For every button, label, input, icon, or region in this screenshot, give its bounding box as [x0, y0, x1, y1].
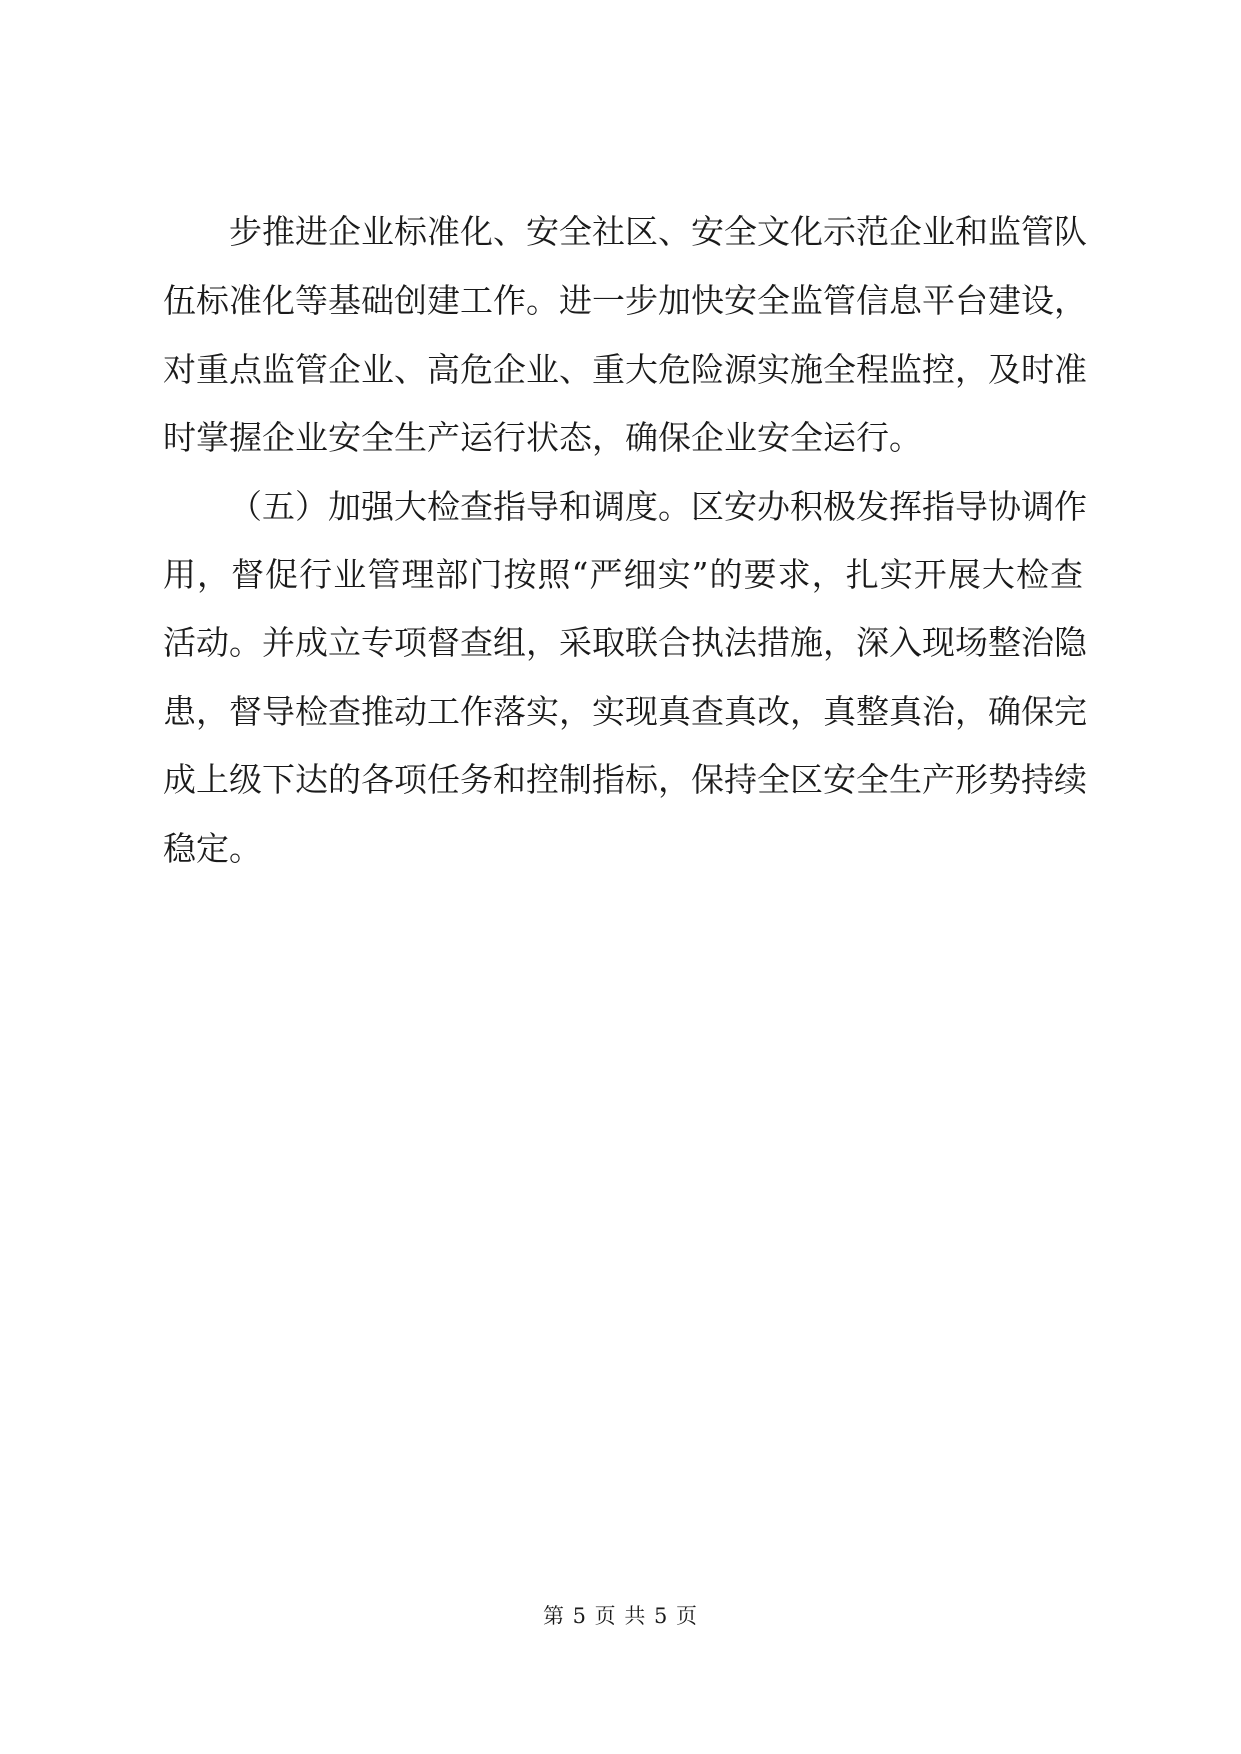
body-text-line: （五）加强大检查指导和调度。区安办积极发挥指导协调作	[229, 487, 1087, 526]
page-number-footer: 第 5 页 共 5 页	[542, 1604, 699, 1628]
body-text-line: 稳定。	[163, 829, 262, 868]
body-text-line: 时掌握企业安全生产运行状态，确保企业安全运行。	[163, 418, 922, 457]
body-text-line: 用，督促行业管理部门按照“严细实”的要求，扎实开展大检查	[163, 555, 1083, 594]
body-text-line: 对重点监管企业、高危企业、重大危险源实施全程监控，及时准	[163, 350, 1087, 389]
body-text-line: 活动。并成立专项督查组，采取联合执法措施，深入现场整治隐	[163, 623, 1087, 662]
body-text-line: 成上级下达的各项任务和控制指标，保持全区安全生产形势持续	[163, 760, 1087, 799]
body-text-line: 伍标准化等基础创建工作。进一步加快安全监管信息平台建设，	[163, 281, 1087, 320]
body-text-line: 患，督导检查推动工作落实，实现真查真改，真整真治，确保完	[163, 692, 1087, 731]
body-text-line: 步推进企业标准化、安全社区、安全文化示范企业和监管队	[229, 212, 1087, 251]
